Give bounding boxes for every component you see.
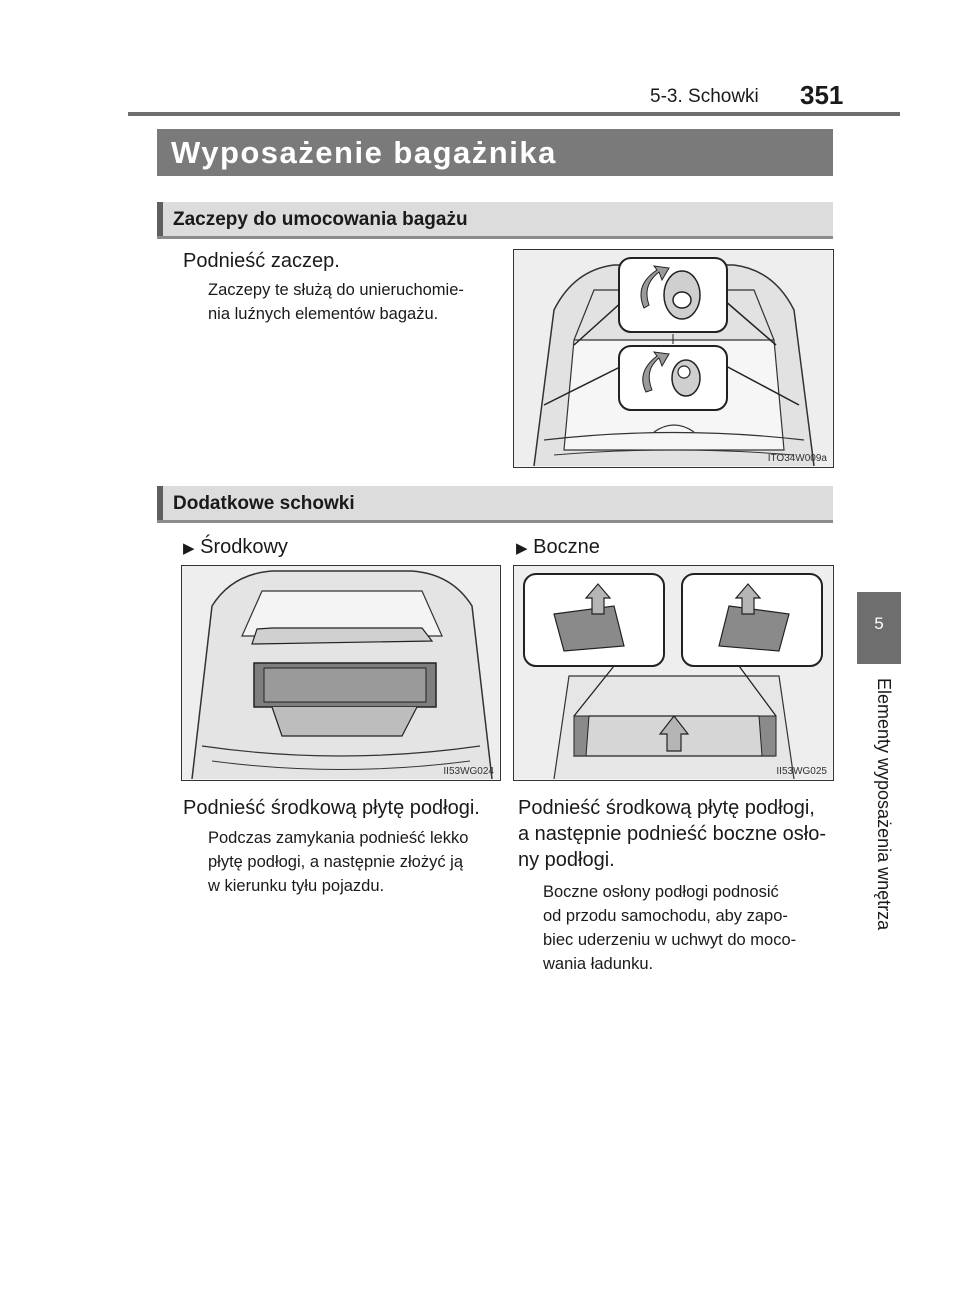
side-storage-illustration [514, 566, 832, 779]
note-line: w kierunku tyłu pojazdu. [208, 877, 385, 895]
note-line: Zaczepy te służą do unieruchomie- [208, 281, 464, 299]
instruction-center-floor: Podnieść środkową płytę podłogi. [183, 797, 480, 819]
figure-code: II53WG025 [776, 766, 827, 777]
figure-cargo-hooks [513, 249, 834, 468]
instruction-side-covers-line2: a następnie podnieść boczne osło- [518, 823, 826, 845]
note-line: płytę podłogi, a następnie złożyć ją [208, 853, 463, 871]
figure-code: ITO34W009a [767, 453, 827, 464]
section-heading-storage: Dodatkowe schowki [157, 486, 833, 523]
chapter-label-text: Elementy wyposażenia wnętrza [874, 678, 894, 931]
page-title: Wyposażenie bagażnika [157, 129, 833, 176]
note-line: biec uderzeniu w uchwyt do moco- [543, 931, 797, 949]
section-heading-cargo-hooks: Zaczepy do umocowania bagażu [157, 202, 833, 239]
instruction-side-covers-line3: ny podłogi. [518, 849, 615, 871]
triangle-bullet-icon: ▶ [183, 540, 195, 557]
chapter-tab[interactable]: 5 [857, 592, 901, 664]
figure-code: II53WG024 [443, 766, 494, 777]
header-section: 5-3. Schowki [650, 86, 759, 107]
label-center: ▶ Środkowy [183, 536, 288, 558]
figure-center-storage [181, 565, 501, 781]
instruction-raise-hook: Podnieść zaczep. [183, 250, 340, 272]
note-line: Boczne osłony podłogi podnosić [543, 883, 779, 901]
note-line: Podczas zamykania podnieść lekko [208, 829, 469, 847]
instruction-side-covers: Podnieść środkową płytę podłogi, [518, 797, 815, 819]
triangle-bullet-icon: ▶ [516, 540, 528, 557]
chapter-label [854, 678, 904, 968]
figure-side-storage [513, 565, 834, 781]
page-number: 351 [800, 80, 844, 110]
trunk-hooks-illustration [514, 250, 832, 466]
header-rule [128, 112, 900, 116]
label-side: ▶ Boczne [516, 536, 600, 558]
center-storage-illustration [182, 566, 499, 779]
note-line: wania ładunku. [543, 955, 654, 973]
note-line: nia luźnych elementów bagażu. [208, 305, 439, 323]
note-line: od przodu samochodu, aby zapo- [543, 907, 788, 925]
